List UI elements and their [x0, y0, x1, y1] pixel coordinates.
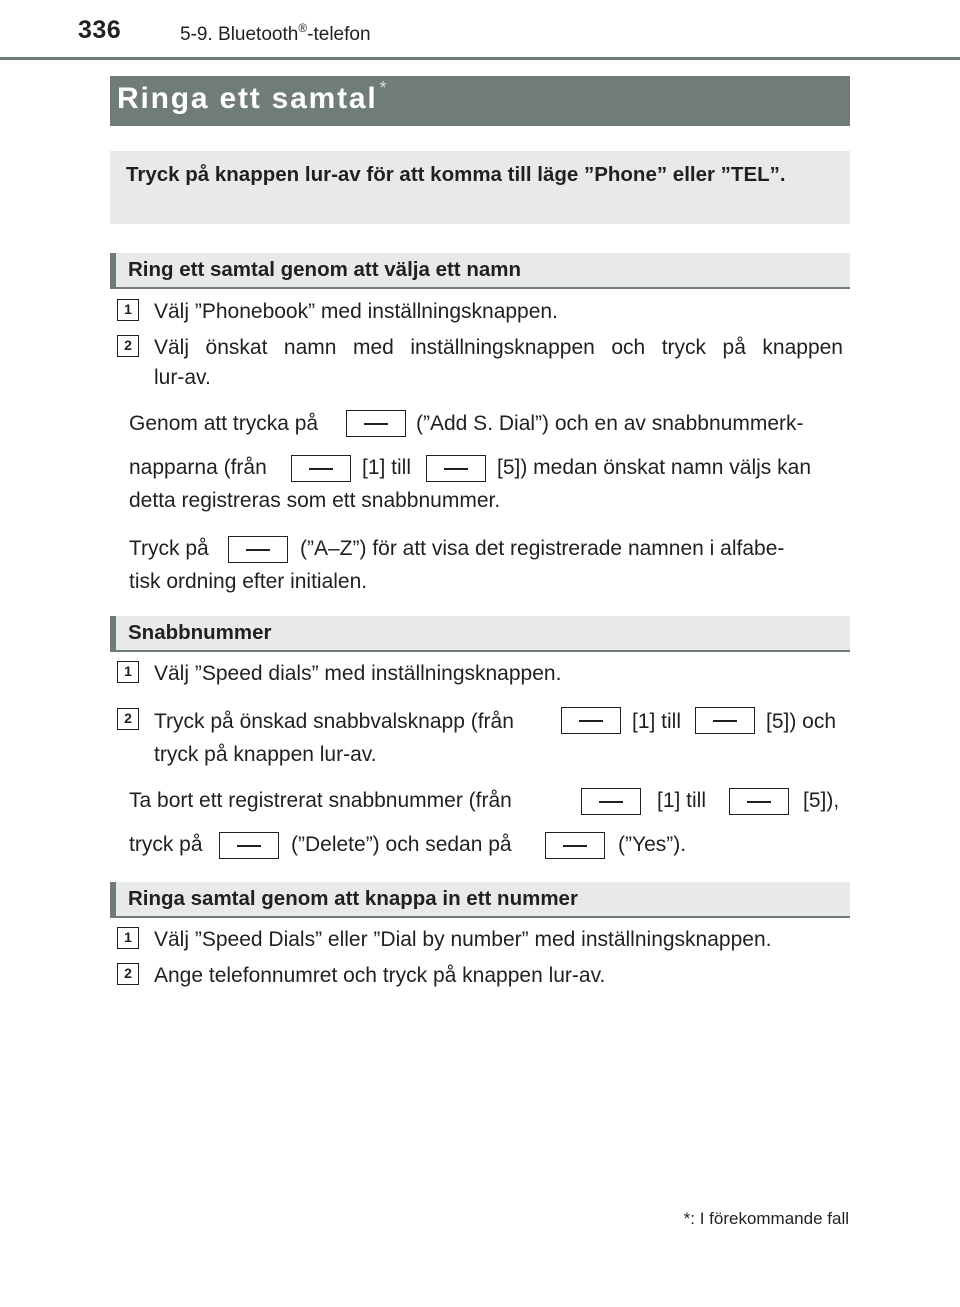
key-button [581, 788, 641, 815]
key-button [346, 410, 406, 437]
note-text: tisk ordning efter initialen. [129, 570, 368, 593]
step-number: 1 [117, 661, 139, 683]
page-title: Ringa ett samtal [117, 82, 378, 115]
title-asterisk: * [379, 78, 387, 98]
section-heading-dial-number: Ringa samtal genom att knappa in ett nummer [110, 882, 850, 918]
note-text: (”Add S. Dial”) och en av snabbnummerk- [416, 412, 804, 435]
note-text: detta registreras som ett snabbnummer. [129, 489, 501, 512]
step-number: 1 [117, 299, 139, 321]
note-text: (”A–Z”) för att visa det registrerade namnen i alfabe- [300, 537, 785, 560]
note-text: (”Yes”). [618, 833, 687, 856]
step-text: Tryck på önskad snabbvalsknapp (från [154, 710, 514, 733]
step-text: [5]) och [766, 710, 837, 733]
key-button [291, 455, 351, 482]
page-number: 336 [78, 16, 122, 44]
key-button [561, 707, 621, 734]
step-text: lur-av. [154, 366, 211, 389]
step-text: [1] till [632, 710, 682, 733]
step-text: Ange telefonnumret och tryck på knappen lur-av. [154, 964, 606, 987]
section-heading-speed-dial: Snabbnummer [110, 616, 850, 652]
step-number: 2 [117, 708, 139, 730]
footnote: *: I förekommande fall [683, 1209, 849, 1228]
note-text: Ta bort ett registrerat snabbnummer (från [129, 789, 512, 812]
key-button [729, 788, 789, 815]
key-button [695, 707, 755, 734]
step-number: 1 [117, 927, 139, 949]
note-text: [5]), [803, 789, 840, 812]
key-button [545, 832, 605, 859]
note-text: [1] till [362, 456, 412, 479]
step-text: Välj ”Speed Dials” eller ”Dial by number” med inställningsknappen. [154, 928, 772, 951]
note-text: tryck på [129, 833, 203, 856]
chapter-title: 5-9. Bluetooth®-telefon [180, 21, 371, 45]
step-text: Välj ”Phonebook” med inställningsknappen. [154, 300, 558, 323]
note-text: [1] till [657, 789, 707, 812]
intro-box: Tryck på knappen lur-av för att komma till läge ”Phone” eller ”TEL”. [110, 151, 850, 224]
key-button [228, 536, 288, 563]
header-rule [0, 57, 960, 60]
key-button [219, 832, 279, 859]
note-text: Tryck på [129, 537, 209, 560]
note-text: [5]) medan önskat namn väljs kan [497, 456, 811, 479]
note-text: napparna (från [129, 456, 267, 479]
note-text: Genom att trycka på [129, 412, 319, 435]
step-text: Välj ”Speed dials” med inställningsknappen. [154, 662, 562, 685]
section-heading-name: Ring ett samtal genom att välja ett namn [110, 253, 850, 289]
step-number: 2 [117, 963, 139, 985]
step-text: tryck på knappen lur-av. [154, 743, 377, 766]
step-number: 2 [117, 335, 139, 357]
note-text: (”Delete”) och sedan på [291, 833, 512, 856]
registered-mark: ® [298, 21, 308, 35]
key-button [426, 455, 486, 482]
title-bar [110, 76, 850, 126]
step-text: Välj önskat namn med inställningsknappen och tryck på knappen [154, 336, 843, 359]
